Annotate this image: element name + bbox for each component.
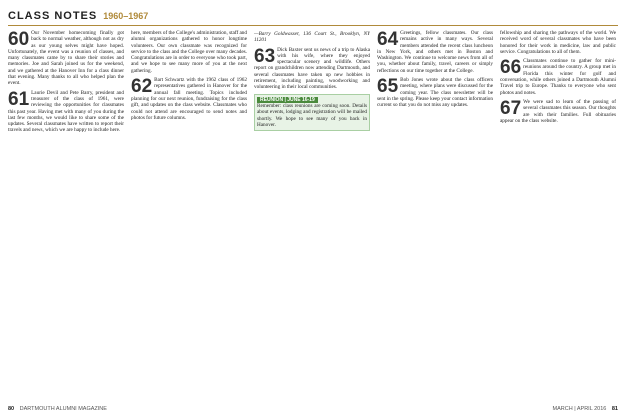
class-entry bbox=[377, 77, 493, 108]
column-1 bbox=[8, 30, 124, 400]
class-year-numeral: 64 bbox=[377, 30, 399, 50]
class-entry bbox=[254, 47, 370, 91]
class-year-numeral: 60 bbox=[8, 30, 30, 50]
left-page-number: 80 bbox=[8, 406, 15, 412]
column-5 bbox=[500, 30, 616, 400]
class-year-numeral: 65 bbox=[377, 76, 399, 98]
class-year-numeral: 61 bbox=[8, 88, 30, 110]
entry-text: Dick Baxter sent us news of a trip to Alaska with his wife, where they enjoyed spectacular scenery and wildlife. Others report on grandchildren now attending Dartmouth, and several classmates have taken up new hobbies in retirement, including painting, woodworking and volunteering in their local communities. bbox=[254, 46, 370, 91]
right-page-number: 81 bbox=[611, 406, 618, 412]
reunion-box bbox=[254, 94, 370, 131]
column-2 bbox=[131, 30, 247, 400]
class-entry bbox=[131, 30, 247, 74]
reunion-tag: REUNION | JUNE 16-19 bbox=[257, 97, 318, 103]
entry-text: Laurie Devil and Pete Barry, president and treasurer of the class of 1961, were reviewing the opportunities for classmates this past year. Having met with many of you during the last few months, we would like to share some of the updates. Several classmates have written to report their travels and news, which we are happy to include here. bbox=[8, 89, 124, 134]
entry-text: fellowship and sharing the pathways of the world. We received word of several classmates who have been honored for their work in medicine, law and public service. Congratulations to all of them. bbox=[500, 30, 616, 55]
footer-right bbox=[553, 406, 618, 416]
class-year-numeral: 66 bbox=[500, 57, 522, 79]
entry-text: Remember: class reunions are coming soon. Details about events, lodging and registration will be mailed shortly. We hope to see many of you back in Hanover. bbox=[257, 102, 367, 128]
class-entry bbox=[8, 90, 124, 134]
class-entry bbox=[500, 58, 616, 96]
class-entry bbox=[377, 30, 493, 74]
entry-text: Classmates continue to gather for mini-reunions around the country. A group met in Florida this winter for golf and conversation, while others joined a Dartmouth Alumni Travel trip to Europe. Thanks to everyone who sent photos and notes. bbox=[500, 58, 616, 96]
class-year-numeral: 62 bbox=[131, 76, 153, 98]
entry-text: Our November homecoming finally got back to normal weather, although not as dry as our young selves might have hoped. Unfortunately, the event was a reunion of classes, and many classmates came by to share their stories and memories. Joe and Sarah joined us for the weekend, and we gathered at the Hanover Inn for a class dinner that evening. Many thanks to all who helped plan the event. bbox=[8, 30, 124, 87]
class-notes-columns bbox=[8, 30, 618, 400]
page-footer bbox=[8, 406, 618, 416]
class-year-numeral: 63 bbox=[254, 45, 276, 67]
class-entry bbox=[500, 99, 616, 124]
right-footer-label: MARCH | APRIL 2016 bbox=[552, 406, 607, 412]
class-entry bbox=[131, 77, 247, 121]
class-entry bbox=[8, 30, 124, 87]
class-secretary-address: —Barry Goldwasser, 136 Court St., Brooklyn, NY 11201 bbox=[254, 31, 370, 44]
class-entry bbox=[500, 30, 616, 55]
column-3 bbox=[254, 30, 370, 400]
left-footer-label: DARTMOUTH ALUMNI MAGAZINE bbox=[19, 406, 107, 412]
footer-left bbox=[8, 406, 107, 416]
entry-text: here, members of the College's administration, staff and alumni organizations gathered to honor longtime volunteers. Our own classmate was recognized for service to the class and the College over many decades. Congratulations are in order to everyone who took part, and we hope to see many more of you at the next gathering. bbox=[131, 30, 247, 74]
page-header bbox=[8, 6, 618, 26]
section-years: 1960–1967 bbox=[103, 11, 149, 21]
entry-text: We were sad to learn of the passing of several classmates this season. Our thoughts are with their families. Full obituaries appear on the class website. bbox=[500, 98, 616, 124]
section-title: CLASS NOTES bbox=[8, 10, 98, 22]
entry-text: Bart Schwartz with the 1962 class of 1962 representatives gathered in Hanover for the annual fall meeting. Topics included planning for our next reunion, fundraising for the class gift, and updates on the class website. Classmates who could not attend are encouraged to send notes and photos for future columns. bbox=[131, 77, 247, 121]
entry-text: Bob Jones wrote about the class officers meeting, where plans were discussed for the coming year. The class newsletter will be sent in the spring. Please keep your contact information current so that you do not miss any updates. bbox=[377, 77, 493, 109]
class-year-numeral: 67 bbox=[500, 97, 522, 119]
entry-text: Greetings, fellow classmates. Our class remains active in many ways. Several members attended the recent class luncheon in New York, and others met in Boston and Washington. We continue to welcome news from all of you, whether about family, travel, careers or simply reflections on our time together at the College. bbox=[377, 30, 493, 74]
class-entry bbox=[254, 31, 370, 44]
column-4 bbox=[377, 30, 493, 400]
